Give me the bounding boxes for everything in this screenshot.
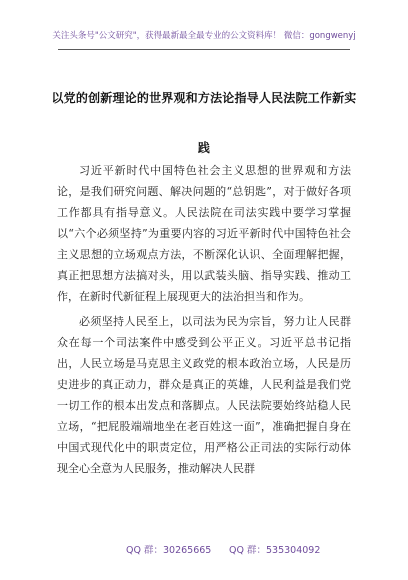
header-divider [58,49,350,50]
title-line-2: 践 [197,141,211,155]
document-body [57,160,351,483]
body-paragraph-1: 习近平新时代中国特色社会主义思想的世界观和方法论，是我们研究问题、解决问题的“总钥匙”，对于做好各项工作都具有指导意义。人民法院在司法实践中要学习掌握以“六个必须坚持”为重要内容的习近平新时代中国特色社会主义思想的立场观点方法，不断深化认识、全面理解把握，真正把思想方法搞对头，用以武装头脑、指导实践、推动工作，在新时代新征程上展现更大的法治担当和作为。 [57,164,351,303]
body-paragraph-2: 必须坚持人民至上，以司法为民为宗旨，努力让人民群众在每一个司法案件中感受到公平正义。习近平总书记指出，人民立场是马克思主义政党的根本政治立场，人民是历史进步的真正动力，群众是真正的英雄，人民利益是我们党一切工作的根本出发点和落脚点。人民法院要始终站稳人民立场，“把屁股端端地坐在老百姓这一面”，准确把握自身在中国式现代化中的职责定位，用严格公正司法的实际行动体现全心全意为人民服务，推动解决人民群 [57,315,351,475]
footer-qq-group-1: QQ 群：30265665 [126,545,212,556]
header-promo-note: 关注头条号"公文研究"，获得最新最全最专业的公文资料库！ 微信：gongwenyj [52,31,356,41]
title-line-1: 以党的创新理论的世界观和方法论指导人民法院工作新实 [51,91,357,105]
document-title [44,73,364,173]
page-footer [0,544,408,558]
footer-qq-group-2: QQ 群：535304092 [229,545,321,556]
